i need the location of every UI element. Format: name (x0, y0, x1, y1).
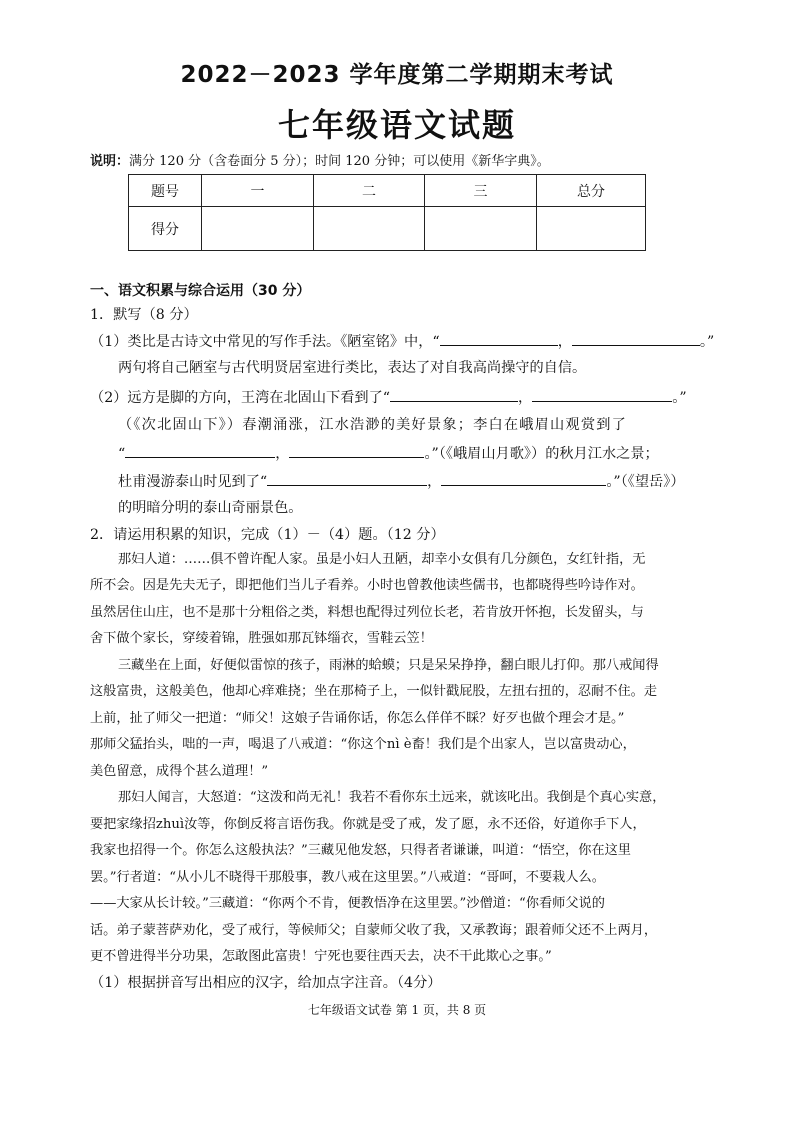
question-text: ， (275, 446, 290, 462)
question-text: 。” (699, 334, 715, 350)
question-1-2-line (90, 387, 687, 408)
passage-line: 虽然居住山庄，也不是那十分粗俗之类，料想也配得过列位长老，若肯放开怀抱，长发留头，与 (90, 605, 644, 620)
question-text: （1）类比是古诗文中常见的写作手法。《陋室铭》中，“ (90, 334, 440, 350)
score-header-cell: 一 (202, 175, 314, 207)
answer-blank[interactable] (289, 443, 424, 458)
question-text: ， (557, 334, 572, 350)
score-table (128, 174, 646, 251)
question-1-2-cont: （《次北固山下》）春潮涌涨，江水浩渺的美好景象；李白在峨眉山观赏到了 (118, 417, 627, 433)
passage-line: 罢。”行者道：“从小儿不晓得干那般事，教八戒在这里罢。”八戒道：“哥呵，不要栽人么。 (90, 870, 605, 885)
passage-line: ——大家从长计较。”三藏道：“你两个不肯，便教悟净在这里罢。”沙僧道：“你看师父说的 (90, 896, 605, 911)
instructions-label: 说明： (90, 154, 130, 169)
answer-blank[interactable] (267, 471, 427, 486)
score-cell[interactable] (537, 207, 646, 251)
score-cell[interactable] (425, 207, 537, 251)
passage-line: 美色留意，成得个甚么道理！” (90, 764, 269, 779)
question-text: 。”（《峨眉山月歌》）的秋月江水之景； (424, 446, 659, 462)
passage-line: 所不会。因是先夫无子，即把他们当儿子看养。小时也曾教他读些儒书，也都晓得些吟诗作对。 (90, 578, 644, 593)
passage-line: 舍下做个家长，穿绫着锦，胜强如那瓦钵缁衣，雪鞋云笠！ (90, 631, 433, 646)
exam-subtitle: 七年级语文试题 (277, 106, 516, 144)
passage-line: 那师父猛抬头，咄的一声，喝退了八戒道：“你这个nì è畜！我们是个出家人，岂以富贵动心， (90, 737, 636, 752)
page-footer: 七年级语文试卷 第 1 页，共 8 页 (307, 1003, 487, 1017)
passage-line: 我家也招得一个。你怎么这般执法？”三藏见他发怒，只得者者谦谦，叫道：“悟空，你在这里 (90, 843, 631, 858)
score-header-cell: 总分 (537, 175, 646, 207)
passage-line: 话。弟子蒙菩萨劝化，受了戒行，等候师父；自蒙师父收了我，又承教诲；跟着师父还不上两月， (90, 923, 658, 938)
question-1-title: 1．默写（8 分） (90, 307, 198, 323)
answer-blank[interactable] (441, 471, 606, 486)
answer-blank[interactable] (532, 387, 672, 402)
question-text: （2）远方是脚的方向，王湾在北固山下看到了“ (90, 390, 391, 406)
score-header-cell: 题号 (129, 175, 202, 207)
passage-line: 更不曾进得半分功果，怎敢图此富贵！宁死也要往西天去，决不干此欺心之事。” (90, 949, 552, 964)
question-1-1-line (90, 331, 714, 352)
exam-title: 2022－2023 学年度第二学期期末考试 (180, 62, 614, 88)
answer-blank[interactable] (440, 331, 558, 346)
question-text: 。” (672, 390, 687, 406)
question-2-title: 2．请运用积累的知识，完成（1）－（4）题。（12 分） (90, 527, 445, 543)
sub-question-1-title: （1）根据拼音写出相应的汉字，给加点字注音。（4分） (90, 975, 442, 991)
question-text: ， (518, 390, 533, 406)
passage-line: 那妇人道：……俱不曾许配人家。虽是小妇人丑陋，却幸小女俱有几分颜色，女红针指，无 (118, 552, 646, 567)
answer-blank[interactable] (125, 443, 275, 458)
question-text: “ (118, 446, 126, 462)
section-heading: 一、语文积累与综合运用（30 分） (90, 283, 311, 299)
score-header-cell: 二 (314, 175, 425, 207)
score-table-score-row (129, 207, 646, 251)
question-text: 。”（《望岳》） (606, 474, 685, 490)
passage-line: 这般富贵，这般美色，他却心痒难挠；坐在那椅子上，一似针戳屁股，左扭右扭的，忍耐不住。走 (90, 684, 658, 699)
answer-blank[interactable] (390, 387, 518, 402)
score-header-cell: 三 (425, 175, 537, 207)
question-1-1-cont: 两句将自己陋室与古代明贤居室进行类比，表达了对自我高尚操守的自信。 (118, 360, 587, 376)
score-table-header-row (129, 175, 646, 207)
score-row-label: 得分 (129, 207, 202, 251)
question-1-2-cont3 (118, 471, 685, 492)
passage-line: 那妇人闻言，大怒道：“这泼和尚无礼！我若不看你东土远来，就该叱出。我倒是个真心实意， (118, 790, 666, 805)
question-1-2-cont2 (118, 443, 659, 464)
passage-line: 三藏坐在上面，好便似雷惊的孩子，雨淋的蛤蟆；只是呆呆挣挣，翻白眼儿打仰。那八戒闻得 (118, 658, 659, 673)
passage-line: 上前，扯了师父一把道：“师父！这娘子告诵你话，你怎么佯佯不睬？好歹也做个理会才是。” (90, 711, 625, 726)
instructions (90, 150, 550, 169)
answer-blank[interactable] (572, 331, 700, 346)
score-cell[interactable] (202, 207, 314, 251)
instructions-text: 满分 120 分（含卷面分 5 分）；时间 120 分钟；可以使用《新华字典》。 (129, 154, 550, 169)
question-1-2-cont4: 的明暗分明的泰山奇丽景色。 (118, 500, 303, 516)
score-cell[interactable] (314, 207, 425, 251)
question-text: 杜甫漫游泰山时见到了“ (118, 474, 268, 490)
passage-line: 要把家缘招zhuì汝等，你倒反将言语伤我。你就是受了戒，发了愿，永不还俗，好道你手下人， (90, 817, 646, 832)
question-text: ， (427, 474, 442, 490)
